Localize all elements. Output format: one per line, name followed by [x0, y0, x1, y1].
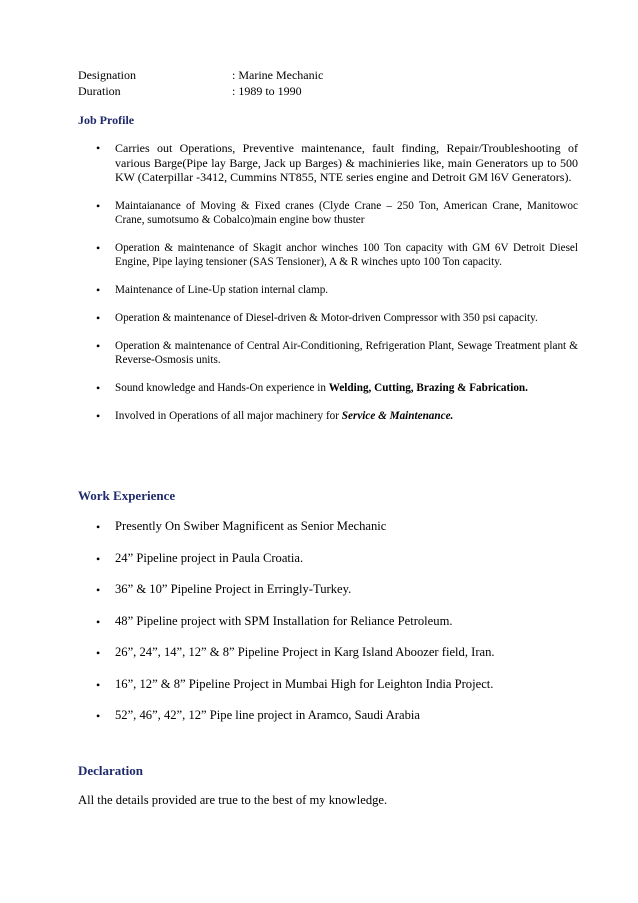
list-item	[0, 707, 638, 723]
bullet-icon: •	[96, 141, 101, 155]
list-item-text: Presently On Swiber Magnificent as Senior Mechanic	[115, 519, 387, 533]
list-item-bold-italic-text: Service & Maintenance.	[341, 409, 454, 422]
bullet-icon: •	[96, 282, 101, 297]
bullet-icon: •	[96, 646, 101, 660]
list-item	[0, 311, 638, 325]
list-item	[0, 381, 638, 395]
list-item-text: Involved in Operations of all major machinery for	[115, 409, 342, 422]
designation-value: : Marine Mechanic	[232, 68, 324, 82]
bullet-icon: •	[96, 520, 101, 534]
list-item	[0, 644, 638, 660]
list-item-text: 36” & 10” Pipeline Project in Erringly-Turkey.	[115, 582, 352, 596]
work-experience-heading: Work Experience	[78, 488, 176, 503]
list-item	[0, 339, 638, 367]
bullet-icon: •	[96, 338, 101, 353]
bullet-icon: •	[96, 198, 101, 213]
list-item-text: Operation & maintenance of Central Air-Conditioning, Refrigeration Plant, Sewage Treatment plant & Reverse-Osmosis units.	[115, 339, 578, 366]
bullet-icon: •	[96, 551, 101, 566]
list-item	[0, 199, 638, 227]
bullet-icon: •	[96, 583, 101, 597]
list-item	[0, 241, 638, 269]
work-experience-list	[0, 518, 638, 739]
list-item	[0, 518, 638, 534]
declaration-text: All the details provided are true to the best of my knowledge.	[78, 793, 388, 807]
list-item-text: 48” Pipeline project with SPM Installation for Reliance Petroleum.	[115, 613, 453, 628]
list-item	[0, 676, 638, 692]
list-item-text: Maintenance of Line-Up station internal clamp.	[115, 283, 329, 296]
declaration-heading: Declaration	[78, 763, 143, 778]
designation-row	[78, 68, 323, 83]
bullet-icon: •	[96, 380, 101, 395]
list-item-text: Carries out Operations, Preventive maintenance, fault finding, Repair/Troubleshooting of various Barge(Pipe lay Barge, Jack up Barges) & machinieries like, main Generators up to 500 KW (Caterpillar -3412, Cummins NT855, NTE series engine and Detroit GM l6V Generators).	[115, 141, 578, 184]
duration-label: Duration	[78, 84, 121, 98]
list-item	[0, 581, 638, 597]
list-item-text: 16”, 12” & 8” Pipeline Project in Mumbai High for Leighton India Project.	[115, 676, 494, 691]
list-item-text: 52”, 46”, 42”, 12” Pipe line project in Aramco, Saudi Arabia	[115, 708, 420, 722]
list-item-text: 26”, 24”, 14”, 12” & 8” Pipeline Project in Karg Island Aboozer field, Iran.	[115, 645, 495, 659]
bullet-icon: •	[96, 408, 101, 423]
duration-row	[78, 84, 302, 99]
job-profile-heading: Job Profile	[78, 113, 135, 127]
list-item-text: 24” Pipeline project in Paula Croatia.	[115, 550, 304, 565]
bullet-icon: •	[96, 677, 101, 692]
list-item-bold-text: Welding, Cutting, Brazing & Fabrication.	[328, 381, 528, 394]
list-item	[0, 613, 638, 629]
list-item	[0, 141, 638, 185]
designation-label: Designation	[78, 68, 136, 82]
job-profile-list	[0, 141, 638, 437]
list-item-text: Operation & maintenance of Diesel-driven & Motor-driven Compressor with 350 psi capacity.	[115, 311, 538, 324]
list-item	[0, 550, 638, 566]
duration-value: : 1989 to 1990	[232, 84, 302, 98]
bullet-icon: •	[96, 240, 101, 255]
bullet-icon: •	[96, 310, 101, 325]
list-item	[0, 409, 638, 423]
bullet-icon: •	[96, 709, 101, 723]
list-item-text: Sound knowledge and Hands-On experience in	[115, 381, 329, 394]
bullet-icon: •	[96, 614, 101, 629]
list-item-text: Maintaianance of Moving & Fixed cranes (Clyde Crane – 250 Ton, American Crane, Manitowoc Crane, sumotsumo & Cobalco)main engine bow thuster	[115, 199, 578, 226]
list-item	[0, 283, 638, 297]
list-item-text: Operation & maintenance of Skagit anchor winches 100 Ton capacity with GM 6V Detroit Diesel Engine, Pipe laying tensioner (SAS Tensioner), A & R winches upto 100 Ton capacity.	[115, 241, 578, 268]
